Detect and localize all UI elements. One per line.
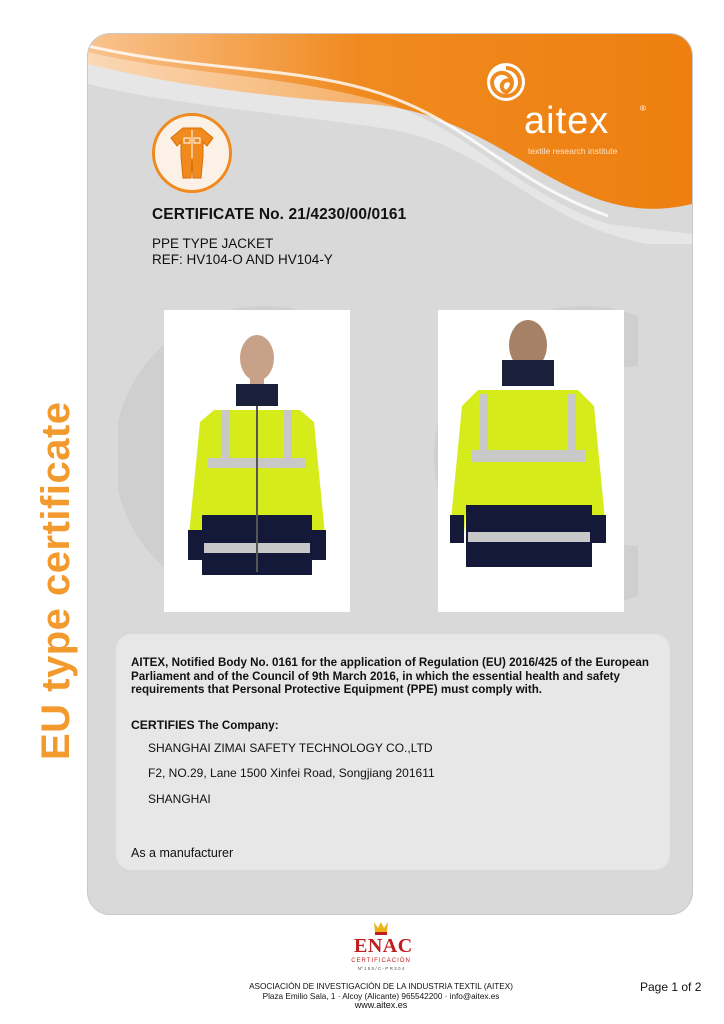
company-city: SHANGHAI bbox=[148, 792, 211, 806]
company-address: F2, NO.29, Lane 1500 Xinfei Road, Songjiang 201611 bbox=[148, 766, 435, 780]
company-label: The Company: bbox=[198, 719, 279, 732]
enac-wordmark: ENAC bbox=[354, 935, 413, 957]
ppe-type: PPE TYPE JACKET bbox=[152, 236, 274, 251]
enac-logo bbox=[340, 920, 422, 976]
registered-mark: ® bbox=[640, 104, 646, 113]
jacket-back-photo bbox=[438, 310, 624, 612]
side-title: EU type certificate bbox=[34, 401, 78, 760]
company-name: SHANGHAI ZIMAI SAFETY TECHNOLOGY CO.,LTD bbox=[148, 741, 433, 755]
certifies-heading bbox=[131, 718, 279, 732]
enac-number: Nº 1 5 5 / C - P R 3 0 4 bbox=[357, 966, 405, 971]
workwear-coverall-icon bbox=[152, 113, 232, 193]
footer-address: Plaza Emilio Sala, 1 · Alcoy (Alicante) 965542200 · info@aitex.es bbox=[262, 991, 500, 1001]
notified-body-statement: AITEX, Notified Body No. 0161 for the application of Regulation (EU) 2016/425 of the European Parliament and of the Council of 9th March 2016, in which the essential health and safety requirements that Personal Protective Equipment (PPE) must comply with. bbox=[131, 656, 649, 696]
certificate-title: CERTIFICATE No. 21/4230/00/0161 bbox=[152, 206, 407, 223]
footer-website: www.aitex.es bbox=[354, 1000, 408, 1011]
company-role: As a manufacturer bbox=[131, 846, 234, 860]
enac-certification: CERTIFICACIÓN bbox=[351, 958, 411, 964]
footer-org-name: ASOCIACIÓN DE INVESTIGACIÓN DE LA INDUSTRIA TEXTIL (AITEX) bbox=[249, 982, 513, 991]
ppe-reference: REF: HV104-O AND HV104-Y bbox=[152, 252, 333, 267]
brand-wordmark: aitex bbox=[524, 100, 610, 142]
footer-organization bbox=[200, 982, 562, 1011]
jacket-front-photo bbox=[164, 310, 350, 612]
brand-subtitle: textile research institute bbox=[528, 146, 618, 156]
page-number: Page 1 of 2 bbox=[640, 980, 702, 994]
certifies-label: CERTIFIES bbox=[131, 718, 195, 732]
